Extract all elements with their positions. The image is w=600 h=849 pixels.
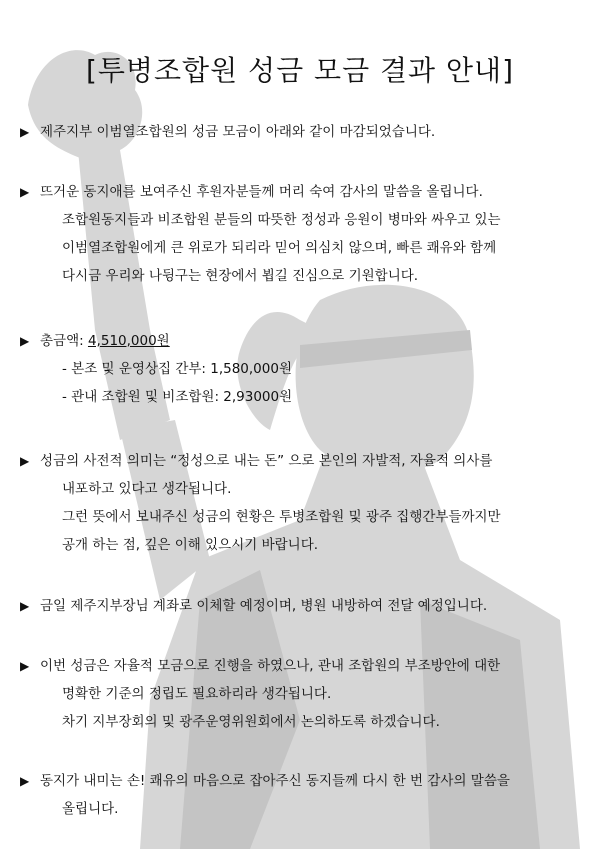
section-closing-thanks	[20, 767, 590, 823]
section-text: 성금의 사전적 의미는 “정성으로 내는 돈” 으로 본인의 자발적, 자율적 의사를	[40, 453, 493, 469]
section-text: 차기 지부장회의 및 광주운영위원회에서 논의하도록 하겠습니다.	[62, 714, 440, 730]
breakdown-headquarters: - 본조 및 운영상집 간부: 1,580,000원	[62, 361, 292, 377]
bullet-arrow-icon: ▶	[20, 659, 30, 673]
section-thanks	[20, 178, 590, 290]
bullet-arrow-icon: ▶	[20, 334, 30, 348]
section-text: 다시금 우리와 나뒹구는 현장에서 뵙길 진심으로 기원합니다.	[62, 268, 419, 284]
total-amount: 4,510,000원	[87, 333, 170, 349]
section-text: 뜨거운 동지애를 보여주신 후원자분들께 머리 숙여 감사의 말씀을 올립니다.	[40, 184, 483, 200]
section-total-amount	[20, 327, 590, 411]
notice-title: [투병조합원 성금 모금 결과 안내]	[85, 53, 515, 87]
section-text: 그런 뜻에서 보내주신 성금의 현황은 투병조합원 및 광주 집행간부들까지만	[62, 509, 501, 525]
section-text: 동지가 내미는 손! 쾌유의 마음으로 잡아주신 동지들께 다시 한 번 감사의 말씀을	[40, 773, 510, 789]
section-text: 올립니다.	[62, 801, 119, 817]
section-text: 명확한 기준의 정립도 필요하리라 생각됩니다.	[62, 686, 332, 702]
section-collection-closed	[20, 118, 590, 146]
section-text: 공개 하는 점, 깊은 이해 있으시기 바랍니다.	[62, 537, 319, 553]
breakdown-members: - 관내 조합원 및 비조합원: 2,93000원	[62, 389, 293, 405]
bullet-arrow-icon: ▶	[20, 599, 30, 613]
total-label: 총금액:	[40, 333, 88, 349]
bullet-arrow-icon: ▶	[20, 125, 30, 139]
bullet-arrow-icon: ▶	[20, 185, 30, 199]
section-text: 내포하고 있다고 생각됩니다.	[62, 481, 232, 497]
section-text: 금일 제주지부장님 계좌로 이체할 예정이며, 병원 내방하여 전달 예정입니다.	[40, 598, 488, 614]
bullet-arrow-icon: ▶	[20, 454, 30, 468]
section-text: 이범열조합원에게 큰 위로가 되리라 믿어 의심치 않으며, 빠른 쾌유와 함께	[62, 240, 497, 256]
bullet-arrow-icon: ▶	[20, 774, 30, 788]
section-text: 제주지부 이범열조합원의 성금 모금이 아래와 같이 마감되었습니다.	[40, 124, 436, 140]
section-future-standards	[20, 652, 590, 736]
section-text: 이번 성금은 자율적 모금으로 진행을 하였으나, 관내 조합원의 부조방안에 대한	[40, 658, 501, 674]
section-text: 조합원동지들과 비조합원 분들의 따뜻한 정성과 응원이 병마와 싸우고 있는	[62, 212, 501, 228]
section-meaning	[20, 447, 590, 559]
section-transfer-plan	[20, 592, 590, 620]
